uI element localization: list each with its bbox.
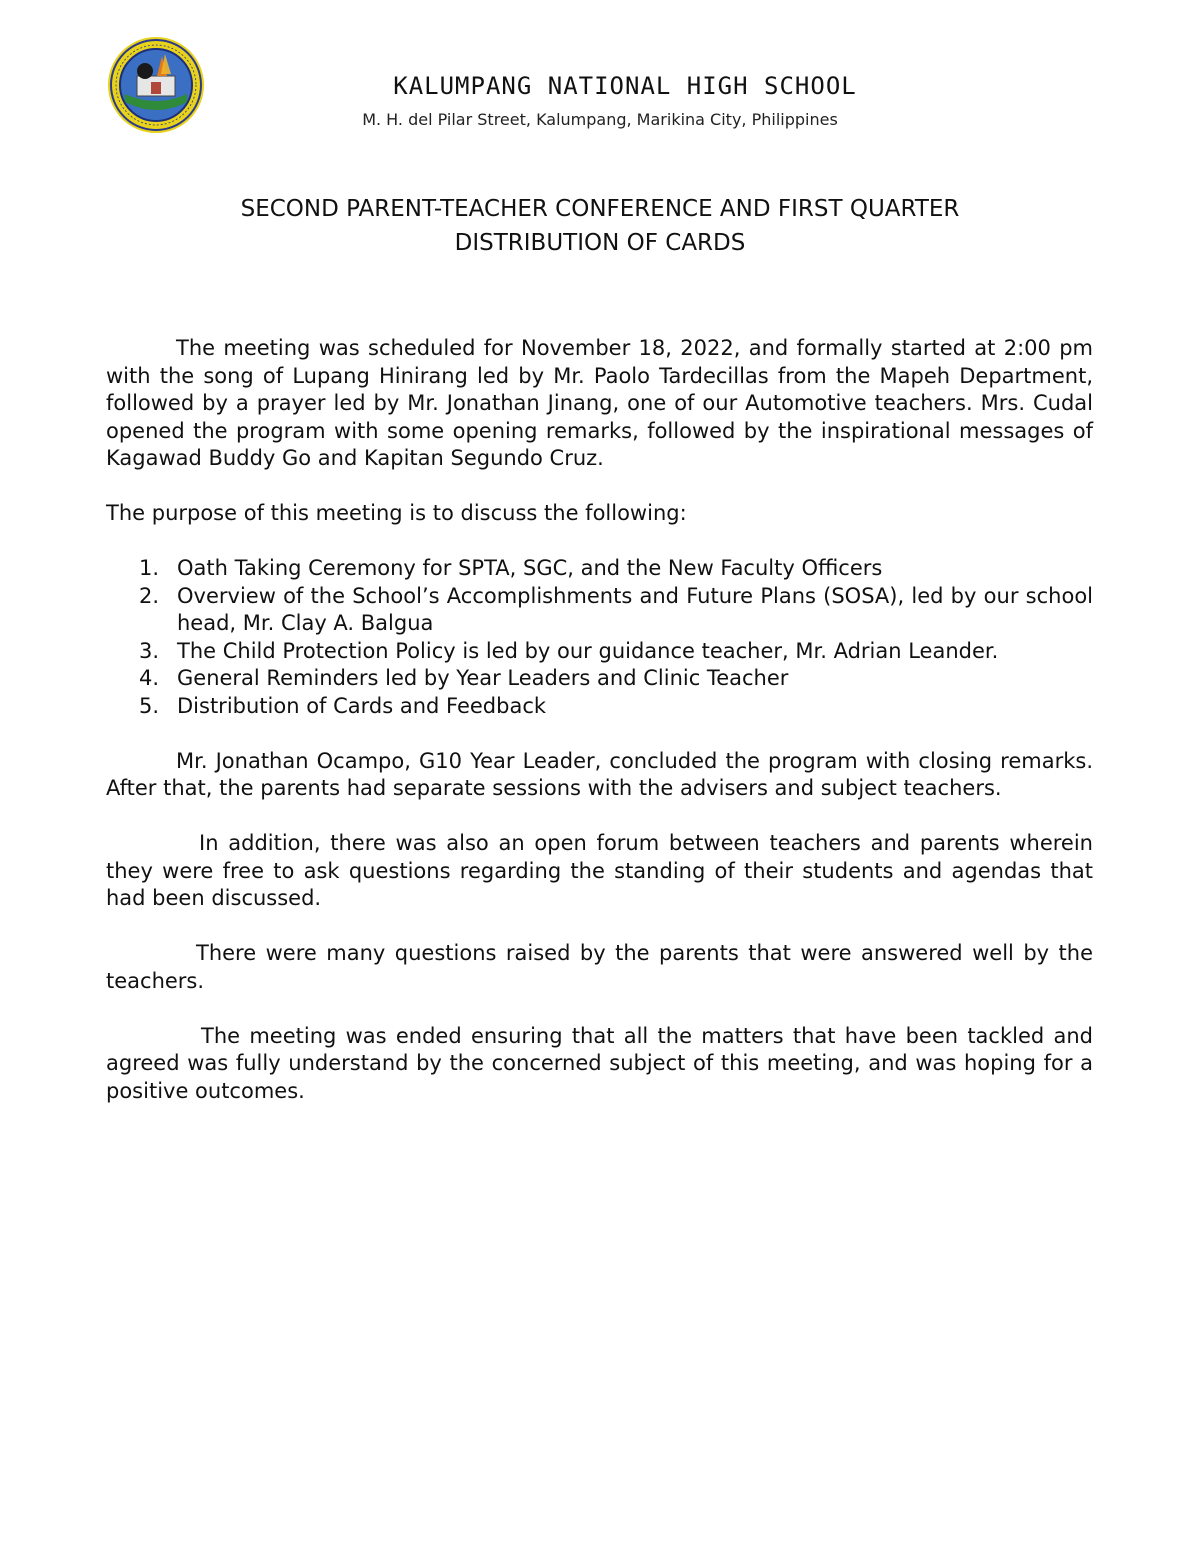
- document-body: [106, 335, 1093, 1133]
- document-title-line-2: DISTRIBUTION OF CARDS: [454, 230, 746, 256]
- agenda-item-number: 5.: [139, 693, 160, 718]
- closing-paragraph: Mr. Jonathan Ocampo, G10 Year Leader, concluded the program with closing remarks. After that, the parents had separate sessions with the advisers and subject teachers.: [106, 748, 1093, 800]
- questions-paragraph: There were many questions raised by the parents that were answered well by the teachers.: [106, 941, 1093, 993]
- agenda-item-text: Overview of the School’s Accomplishments and Future Plans (SOSA), led by our school head, Mr. Clay A. Balgua: [177, 583, 1093, 635]
- agenda-item: [106, 693, 1093, 721]
- agenda-item-text: General Reminders led by Year Leaders and Clinic Teacher: [177, 666, 789, 690]
- intro-paragraph: The meeting was scheduled for November 18, 2022, and formally started at 2:00 pm with the song of Lupang Hinirang led by Mr. Paolo Tardecillas from the Mapeh Department, followed by a prayer led by Mr. Jonathan Jinang, one of our Automotive teachers. Mrs. Cudal opened the program with some opening remarks, followed by the inspirational messages of Kagawad Buddy Go and Kapitan Segundo Cruz.: [106, 336, 1093, 470]
- ending-paragraph: The meeting was ended ensuring that all the matters that have been tackled and agreed was fully understand by the concerned subject of this meeting, and was hoping for a positive outcomes.: [106, 1023, 1093, 1103]
- agenda-item-number: 4.: [139, 666, 160, 690]
- agenda-item-text: The Child Protection Policy is led by our guidance teacher, Mr. Adrian Leander.: [177, 638, 999, 663]
- document-title-line-1: SECOND PARENT-TEACHER CONFERENCE AND FIRST QUARTER: [240, 196, 960, 222]
- agenda-item-number: 1.: [139, 556, 160, 580]
- agenda-list: [106, 555, 1093, 720]
- agenda-item: [106, 583, 1093, 638]
- agenda-item-text: Distribution of Cards and Feedback: [177, 693, 547, 718]
- open-forum-paragraph: In addition, there was also an open forum between teachers and parents wherein they were free to ask questions regarding the standing of their students and agendas that had been discussed.: [106, 831, 1093, 910]
- purpose-paragraph: The purpose of this meeting is to discuss the following:: [106, 501, 687, 525]
- agenda-item-text: Oath Taking Ceremony for SPTA, SGC, and the New Faculty Officers: [177, 556, 883, 580]
- agenda-item: [106, 555, 1093, 583]
- agenda-item: [106, 665, 1093, 693]
- school-name: KALUMPANG NATIONAL HIGH SCHOOL: [393, 72, 857, 100]
- agenda-item: [106, 638, 1093, 666]
- document-title: [100, 192, 1100, 260]
- school-address: M. H. del Pilar Street, Kalumpang, Marikina City, Philippines: [362, 110, 838, 129]
- agenda-item-number: 2.: [139, 583, 160, 608]
- agenda-item-number: 3.: [139, 638, 160, 663]
